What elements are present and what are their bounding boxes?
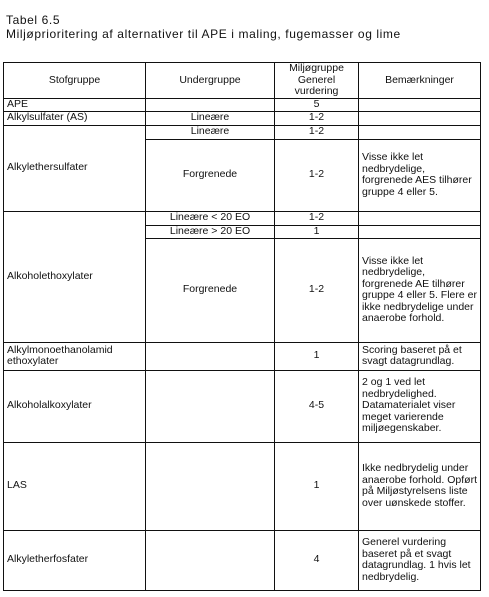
header-row	[4, 63, 481, 99]
cell-score: 1-2	[275, 139, 359, 211]
cell-score: 1	[275, 342, 359, 370]
header-miljogruppe-line1: Miljøgruppe	[289, 62, 344, 74]
cell-note: Visse ikke let nedbrydelige, forgrenede AE tilhører gruppe 4 eller 5. Flere er ikke nedbrydelige under anaerobe forhold.	[359, 238, 481, 342]
cell-subgroup	[146, 370, 275, 442]
cell-subgroup: Forgrenede	[146, 139, 275, 211]
cell-group: Alkylethersulfater	[4, 125, 146, 211]
cell-score: 1-2	[275, 111, 359, 125]
cell-group: APE	[4, 98, 146, 111]
cell-subgroup	[146, 342, 275, 370]
cell-note	[359, 225, 481, 238]
cell-note	[359, 211, 481, 225]
cell-subgroup: Lineære < 20 EO	[146, 211, 275, 225]
cell-note: 2 og 1 ved let nedbrydelighed. Datamaterialet viser meget varierende miljøegenskaber.	[359, 370, 481, 442]
header-miljogruppe-line2: Generel vurdering	[294, 73, 339, 97]
table-row	[4, 530, 481, 590]
cell-group: Alkyletherfosfater	[4, 530, 146, 590]
cell-group: Alkylsulfater (AS)	[4, 111, 146, 125]
header-miljogruppe	[275, 63, 359, 99]
cell-score: 1	[275, 225, 359, 238]
table-row	[4, 342, 481, 370]
cell-subgroup: Lineære > 20 EO	[146, 225, 275, 238]
cell-score: 1-2	[275, 125, 359, 139]
cell-score: 4	[275, 530, 359, 590]
cell-note: Ikke nedbrydelig under anaerobe forhold. Opført på Miljøstyrelsens liste over uønskede stoffer.	[359, 442, 481, 530]
cell-score: 1	[275, 442, 359, 530]
table-row	[4, 370, 481, 442]
table-row	[4, 98, 481, 111]
table-row	[4, 111, 481, 125]
cell-note: Scoring baseret på et svagt datagrundlag.	[359, 342, 481, 370]
table-number: Tabel 6.5	[6, 13, 61, 27]
cell-subgroup	[146, 442, 275, 530]
cell-score: 1-2	[275, 211, 359, 225]
cell-subgroup: Forgrenede	[146, 238, 275, 342]
cell-score: 1-2	[275, 238, 359, 342]
cell-note: Generel vurdering baseret på et svagt datagrundlag. 1 hvis let nedbrydelig.	[359, 530, 481, 590]
cell-group	[4, 342, 146, 370]
cell-group-line2: ethoxylater	[7, 355, 59, 367]
cell-subgroup: Lineære	[146, 111, 275, 125]
cell-group-line1: Alkylmonoethanolamid	[7, 343, 113, 356]
cell-subgroup: Lineære	[146, 125, 275, 139]
table-row	[4, 125, 481, 139]
cell-score: 5	[275, 98, 359, 111]
cell-note	[359, 98, 481, 111]
cell-group: LAS	[4, 442, 146, 530]
cell-group: Alkoholalkoxylater	[4, 370, 146, 442]
cell-subgroup	[146, 530, 275, 590]
cell-note	[359, 125, 481, 139]
cell-subgroup	[146, 98, 275, 111]
table-caption	[6, 13, 401, 41]
header-bemaerkninger: Bemærkninger	[359, 63, 481, 99]
table-title: Miljøprioritering af alternativer til APE i maling, fugemasser og lime	[6, 27, 401, 41]
cell-score: 4-5	[275, 370, 359, 442]
environment-priority-table	[3, 62, 481, 591]
table-row	[4, 211, 481, 225]
header-undergruppe: Undergruppe	[146, 63, 275, 99]
cell-note: Visse ikke let nedbrydelige, forgrenede AES tilhører gruppe 4 eller 5.	[359, 139, 481, 211]
table-row	[4, 442, 481, 530]
header-stofgruppe: Stofgruppe	[4, 63, 146, 99]
cell-group: Alkoholethoxylater	[4, 211, 146, 342]
cell-note	[359, 111, 481, 125]
